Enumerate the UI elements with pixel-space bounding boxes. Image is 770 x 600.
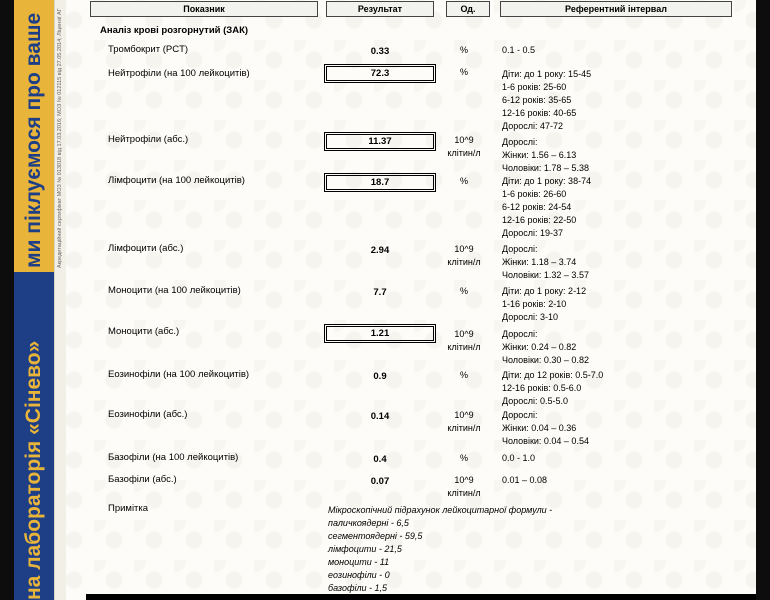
row-unit: 10^9 клітин/л <box>447 475 481 498</box>
row-name: Еозинофіли (абс.) <box>108 409 188 420</box>
row-name: Моноцити (на 100 лейкоцитів) <box>108 285 241 296</box>
row-name: Нейтрофіли (абс.) <box>108 134 189 145</box>
accreditation-text: Акредитаційний сертифікат МОЗ № 013018 від 17.03.2016; МОЗ № 012115 від 27.05.2014; Ліцензії АГ <box>57 8 63 268</box>
row-result-flagged: 11.37 <box>326 134 434 149</box>
brand-sidebar <box>14 0 66 600</box>
row-reference: 0.0 - 1.0 <box>502 453 536 463</box>
row-name: Моноцити (абс.) <box>108 326 180 337</box>
bottom-divider <box>86 594 756 600</box>
row-unit: 10^9 клітин/л <box>447 244 481 267</box>
row-result: 0.4 <box>373 454 387 465</box>
row-unit: % <box>459 370 468 380</box>
row-result: 7.7 <box>373 287 387 298</box>
row-name: Нейтрофіли (на 100 лейкоцитів) <box>108 68 250 79</box>
row-name: Лімфоцити (на 100 лейкоцитів) <box>108 175 245 186</box>
row-reference: Діти: до 1 року: 2-12 1-16 років: 2-10 Дорослі: 3-10 <box>502 286 587 322</box>
row-unit: % <box>459 286 468 296</box>
row-unit: % <box>459 67 468 77</box>
header-indicator: Показник <box>90 1 318 17</box>
header-result: Результат <box>326 1 434 17</box>
row-name: Тромбокрит (PCT) <box>108 44 189 55</box>
section-title: Аналіз крові розгорнутий (ЗАК) <box>100 25 249 36</box>
row-unit: % <box>459 176 468 186</box>
row-result-flagged: 18.7 <box>326 175 434 190</box>
row-unit: 10^9 клітин/л <box>447 135 481 158</box>
row-reference: Діти: до 1 року: 15-45 1-6 років: 25-60 6-12 років: 35-65 12-16 років: 40-65 Дорослі: 47-72 <box>502 69 592 131</box>
header-unit: Од. <box>446 1 490 17</box>
row-reference: 0.1 - 0.5 <box>502 45 536 55</box>
row-unit: % <box>459 45 468 55</box>
lab-name: на лабораторія «Сінево» <box>22 340 45 600</box>
row-name: Базофіли (абс.) <box>108 474 177 485</box>
row-unit: 10^9 клітин/л <box>447 329 481 352</box>
row-name: Еозинофіли (на 100 лейкоцитів) <box>108 369 250 380</box>
row-reference: Діти: до 12 років: 0.5-7.0 12-16 років: 0.5-6.0 Дорослі: 0.5-5.0 <box>502 370 604 406</box>
row-name: Базофіли (на 100 лейкоцитів) <box>108 452 239 463</box>
note-text: Мікроскопічний підрахунок лейкоцитарної формули - паличкоядерні - 6,5 сегментоядерні - 59,5 лімфоцити - 21,5 моноцити - 11 еозинофіли - 0 базофіли - 1,5 <box>328 505 553 593</box>
scan-frame-left <box>0 0 14 600</box>
row-reference: Дорослі: Жінки: 0.04 – 0.36 Чоловіки: 0.04 – 0.54 <box>502 410 589 446</box>
brand-slogan <box>14 0 54 600</box>
row-result: 0.14 <box>370 411 390 422</box>
row-unit: % <box>459 453 468 463</box>
row-result: 0.33 <box>370 46 390 57</box>
header-reference: Референтний інтервал <box>500 1 732 17</box>
note-label: Примітка <box>108 503 149 514</box>
row-result-flagged: 1.21 <box>326 326 434 341</box>
row-name: Лімфоцити (абс.) <box>108 243 184 254</box>
row-result: 0.9 <box>373 371 387 382</box>
row-reference: Дорослі: Жінки: 1.18 – 3.74 Чоловіки: 1.32 – 3.57 <box>502 244 589 280</box>
row-result-flagged: 72.3 <box>326 66 434 81</box>
row-reference: Дорослі: Жінки: 1.56 – 6.13 Чоловіки: 1.78 – 5.38 <box>502 137 589 173</box>
row-reference: 0.01 – 0.08 <box>502 475 548 485</box>
row-unit: 10^9 клітин/л <box>447 410 481 433</box>
row-reference: Дорослі: Жінки: 0.24 – 0.82 Чоловіки: 0.30 – 0.82 <box>502 329 589 365</box>
row-reference: Діти: до 1 року: 38-74 1-6 років: 26-60 6-12 років: 24-54 12-16 років: 22-50 Дорослі: 19-37 <box>502 176 592 238</box>
row-result: 2.94 <box>370 245 390 256</box>
care-slogan: ми піклуємося про ваше <box>22 12 45 268</box>
row-result: 0.07 <box>370 476 390 487</box>
scan-frame-right <box>756 0 770 600</box>
lab-report-page <box>14 0 756 600</box>
